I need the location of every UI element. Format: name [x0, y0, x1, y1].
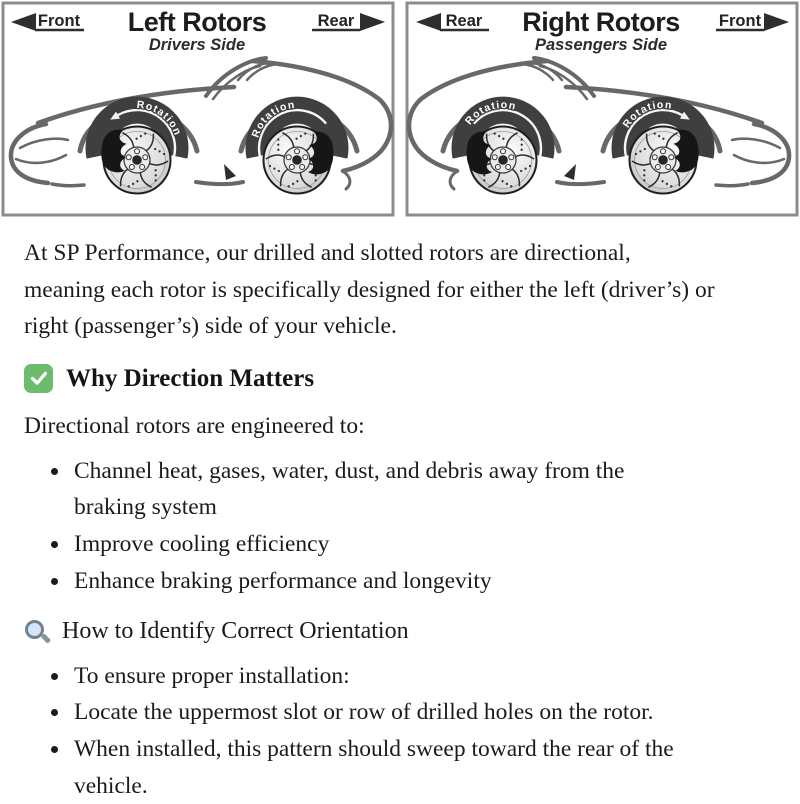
list-item: • When installed, this pattern should sweep toward the rear of the vehicle. [71, 731, 691, 804]
why-bullet-list [24, 453, 691, 600]
diagram-svg [0, 0, 800, 222]
list-item: • Locate the uppermost slot or row of drilled holes on the rotor. [71, 694, 691, 731]
how-heading-label: How to Identify Correct Orientation [62, 618, 409, 645]
intro-paragraph: At SP Performance, our drilled and slotted rotors are directional, meaning each rotor is specifically designed for either the left (driver’s) or right (passenger’s) side of your vehicle. [24, 240, 715, 340]
list-item: • Enhance braking performance and longevity [71, 563, 691, 600]
check-icon [24, 364, 53, 393]
rotation-label-text: Rotation [136, 98, 184, 138]
right-panel-title: Right Rotors [522, 7, 680, 37]
why-direction-matters-heading [24, 359, 776, 398]
rotor-direction-diagram [0, 0, 800, 222]
rotation-label-text: Rotation [620, 98, 674, 131]
article-body [0, 222, 800, 804]
left-panel-front-label: Front [37, 12, 81, 30]
left-panel-rear-label: Rear [317, 12, 355, 30]
right-panel-front-label: Front [718, 12, 762, 30]
list-item: • To ensure proper installation: [71, 658, 691, 695]
right-panel-subtitle: Passengers Side [534, 36, 668, 54]
how-bullet-list [24, 658, 691, 804]
why-heading-label: Why Direction Matters [66, 364, 315, 392]
magnifier-icon [24, 618, 51, 645]
rotation-label-text: Rotation [462, 98, 518, 128]
list-item: • Improve cooling efficiency [71, 526, 691, 563]
list-item: • Channel heat, gases, water, dust, and debris away from the braking system [71, 453, 691, 526]
how-to-identify-heading [24, 613, 776, 650]
why-lead-text: Directional rotors are engineered to: [24, 412, 365, 439]
magnifier-handle [41, 634, 51, 644]
left-panel-title: Left Rotors [127, 7, 267, 37]
left-panel-subtitle: Drivers Side [148, 36, 246, 54]
rotation-label-text: Rotation [249, 98, 297, 140]
right-panel-rear-label: Rear [445, 12, 483, 30]
